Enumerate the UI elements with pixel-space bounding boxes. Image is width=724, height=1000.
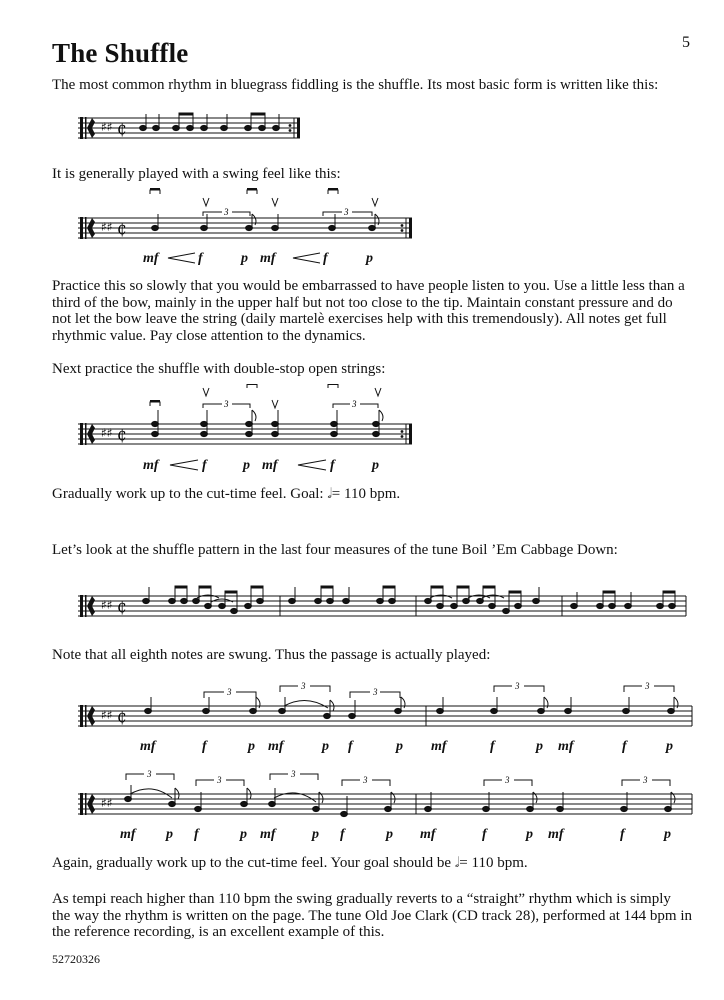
paragraph-swung: Note that all eighth notes are swung. Thus the passage is actually played: [52, 647, 491, 663]
music-staff-boil-em-cabbage [0, 578, 724, 634]
dynamic-p: p [664, 827, 671, 842]
dynamic-f: f [348, 739, 353, 754]
triplet-mark: 3 [373, 687, 378, 697]
dynamic-f: f [490, 739, 495, 754]
dynamic-p: p [372, 458, 379, 473]
dynamic-f: f [622, 739, 627, 754]
slur-mark [284, 700, 328, 708]
dynamic-p: p [526, 827, 533, 842]
key-signature-sharps: ♯♯ [101, 120, 113, 134]
triplet-mark: 3 [643, 775, 648, 785]
dynamic-p: p [312, 827, 319, 842]
dynamic-p: p [386, 827, 393, 842]
music-staff-basic-shuffle [0, 100, 724, 152]
page-title: The Shuffle [52, 38, 189, 68]
triplet-mark: 3 [352, 399, 357, 409]
paragraph-double-stop: Next practice the shuffle with double-stop open strings: [52, 361, 386, 377]
down-bow-icon [150, 190, 160, 194]
again-text: Again, gradually work up to the cut-time feel. Your goal should be [52, 855, 455, 871]
paragraph-swing: It is generally played with a swing feel like this: [52, 166, 341, 182]
up-bow-icon [372, 198, 378, 206]
music-staff-swing-feel [0, 186, 724, 268]
paragraph-boil-em: Let’s look at the shuffle pattern in the last four measures of the tune Boil ’Em Cabbage Down: [52, 542, 618, 558]
goal-text: Gradually work up to the cut-time feel. Goal: [52, 486, 328, 502]
dynamic-mf: mf [260, 251, 276, 266]
triplet-mark: 3 [505, 775, 510, 785]
key-signature-sharps: ♯♯ [101, 708, 113, 722]
dynamic-f: f [482, 827, 487, 842]
half-note-icon: 𝅗𝅥 [327, 486, 332, 502]
slur-mark [130, 789, 316, 802]
dynamic-mf: mf [262, 458, 278, 473]
dynamic-f: f [620, 827, 625, 842]
up-bow-icon [272, 198, 278, 206]
dynamic-mf: mf [120, 827, 136, 842]
down-bow-icon [150, 402, 160, 406]
triplet-mark: 3 [301, 681, 306, 691]
key-signature-sharps: ♯♯ [101, 220, 113, 234]
dynamic-p: p [243, 458, 250, 473]
triplet-mark: 3 [224, 399, 229, 409]
dynamic-p: p [322, 739, 329, 754]
half-note-icon: 𝅗𝅥 [454, 855, 460, 871]
dynamic-mf: mf [143, 251, 159, 266]
dynamic-f: f [323, 251, 328, 266]
cut-time-icon: ₵ [117, 708, 127, 726]
footer-code: 52720326 [52, 952, 100, 966]
music-staff-swung-line-2 [0, 768, 724, 846]
dynamic-mf: mf [268, 739, 284, 754]
dynamic-f: f [340, 827, 345, 842]
paragraph-practice: Practice this so slowly that you would be embarrassed to have people listen to you. Use a little less than a third of the bow, mainly in the upper half but not too close to the tip. Maintain constant pressure and do not let the bow leave the string (daily martelè exercises help with this tremendously). All notes get full rhythmic value. Pay close attention to the dynamics. [52, 278, 685, 344]
cut-time-icon: ₵ [117, 598, 127, 616]
down-bow-icon [328, 190, 338, 194]
dynamic-p: p [396, 739, 403, 754]
key-signature-sharps: ♯♯ [101, 426, 113, 440]
key-signature-sharps: ♯♯ [101, 598, 113, 612]
paragraph-tempi: As tempi reach higher than 110 bpm the swing gradually reverts to a “straight” rhythm which is simply the way the rhythm is written on the page. The tune Old Joe Clark (CD track 28), performed at 144 bpm in the reference recording, is an excellent example of this. [52, 891, 692, 940]
dynamic-mf: mf [260, 827, 276, 842]
down-bow-icon [247, 190, 257, 194]
again-tempo: = 110 bpm. [459, 855, 528, 871]
dynamic-p: p [366, 251, 373, 266]
dynamic-f: f [194, 827, 199, 842]
up-bow-icon [272, 400, 278, 408]
dynamic-p: p [666, 739, 673, 754]
paragraph-again [52, 855, 692, 872]
goal-tempo: = 110 bpm. [331, 486, 401, 502]
key-signature-sharps: ♯♯ [101, 796, 113, 810]
up-bow-icon [203, 198, 209, 206]
dynamic-mf: mf [558, 739, 574, 754]
dynamic-mf: mf [420, 827, 436, 842]
triplet-mark: 3 [224, 207, 229, 217]
dynamic-mf: mf [431, 739, 447, 754]
dynamic-p: p [248, 739, 255, 754]
dynamic-p: p [536, 739, 543, 754]
triplet-mark: 3 [227, 687, 232, 697]
page-number: 5 [682, 34, 690, 51]
dynamic-f: f [198, 251, 203, 266]
triplet-mark: 3 [217, 775, 222, 785]
cut-time-icon: ₵ [117, 220, 127, 238]
dynamic-mf: mf [140, 739, 156, 754]
triplet-mark: 3 [645, 681, 650, 691]
dynamic-f: f [202, 739, 207, 754]
music-staff-swung-line-1 [0, 680, 724, 756]
triplet-mark: 3 [363, 775, 368, 785]
triplet-mark: 3 [515, 681, 520, 691]
dynamic-p: p [166, 827, 173, 842]
dynamic-f: f [202, 458, 207, 473]
dynamic-p: p [240, 827, 247, 842]
dynamic-mf: mf [143, 458, 159, 473]
up-bow-icon [375, 388, 381, 396]
dynamic-mf: mf [548, 827, 564, 842]
dynamic-f: f [330, 458, 335, 473]
up-bow-icon [203, 388, 209, 396]
cut-time-icon: ₵ [117, 426, 127, 444]
cut-time-icon: ₵ [117, 120, 127, 138]
dynamic-p: p [241, 251, 248, 266]
paragraph-intro: The most common rhythm in bluegrass fiddling is the shuffle. Its most basic form is written like this: [52, 77, 659, 93]
paragraph-goal [52, 486, 692, 503]
triplet-mark: 3 [344, 207, 349, 217]
music-staff-double-stop [0, 384, 724, 476]
triplet-mark: 3 [291, 769, 296, 779]
triplet-mark: 3 [147, 769, 152, 779]
